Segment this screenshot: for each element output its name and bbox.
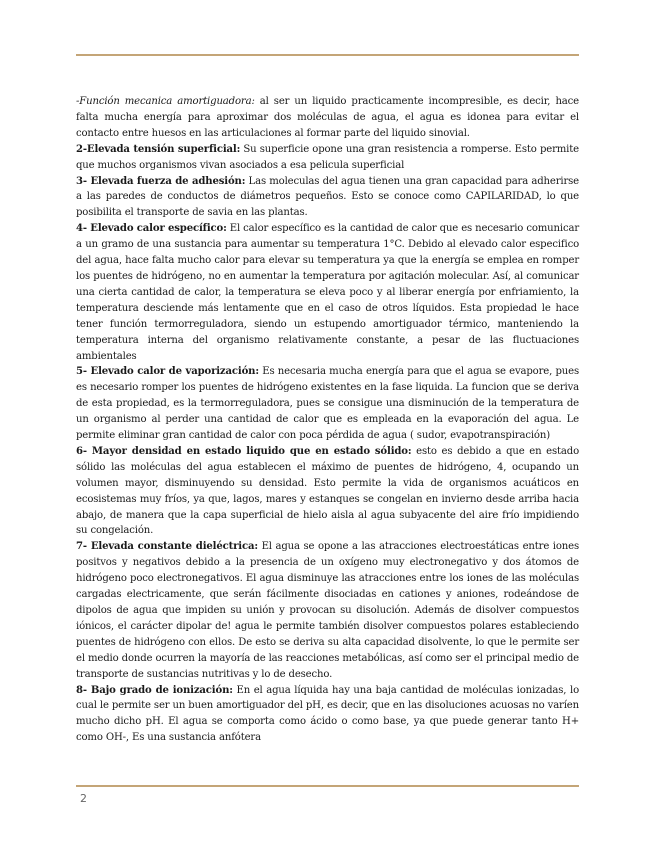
paragraph-text: Es necesaria mucha energía para que el agua se evapore, pues es necesario romper los puentes de hidrógeno existentes en la fase liquida. La funcion que se deriva de esta propiedad, es la termorreguladora, pues se consigue una disminución de la temperatura de un organismo al perder una cantidad de calor que es empleada en la evaporación del agua. Le permite eliminar gran cantidad de calor con poca pérdida de agua ( sudor, evapotranspiración) [76,366,579,442]
paragraph-text: Las moleculas del agua tienen una gran capacidad para adherirse a las paredes de conductos de diámetros pequeños. Esto se conoce como CAPILARIDAD, lo que posibilita el transporte de savia en las plantas. [76,175,579,219]
paragraph-mechanical-function [76,94,579,142]
paragraph-lead: 3- Elevada fuerza de adhesión: [76,175,246,187]
paragraph-text: Su superficie opone una gran resistencia a romperse. Esto permite que muchos organismos vivan asociados a esa pelicula superficial [76,143,579,171]
paragraph-text: al ser un liquido practicamente incompresible, es decir, hace falta mucha energía para aproximar dos moléculas de agua, el agua es idonea para evitar el contacto entre huesos en las articulaciones al formar parte del liquido sinovial. [76,96,579,139]
paragraph-text: El calor específico es la cantidad de calor que es necesario comunicar a un gramo de una sustancia para aumentar su temperatura 1°C. Debido al elevado calor especifico del agua, hace falta mucho calor para elevar su temperatura ya que la energía se emplea en romper los puentes de hidrógeno, no en aumentar la temperatura por agitación molecular. Así, al comunicar una cierta cantidad de calor, la temperatura se eleva poco y al liberar energía por enfriamiento, la temperatura desciende más lentamente que en el caso de otros líquidos. Esta propiedad le hace tener función termorreguladora, siendo un estupendo amortiguador térmico, manteniendo la temperatura interna del organismo relativamente constante, a pesar de las fluctuaciones ambientales [76,223,579,362]
page-number: 2 [80,792,87,805]
paragraph-text: esto es debido a que en estado sólido las moléculas del agua establecen el máximo de puentes de hidrógeno, 4, ocupando un volumen mayor, disminuyendo su densidad. Esto permite la vida de organismos acuáticos en ecosistemas muy fríos, ya que, lagos, mares y estanques se congelan en invierno desde arriba hacia abajo, de manera que la capa superficial de hielo aisla al agua subyacente del aire frío impidiendo su congelación. [76,445,580,537]
paragraph-adhesion [76,174,579,222]
paragraph-dielectric-constant [76,539,579,682]
paragraph-ionization [76,683,579,747]
paragraph-lead: 5- Elevado calor de vaporización: [76,366,259,378]
paragraph-text: El agua se opone a las atracciones electroestáticas entre iones positvos y negativos debido a la presencia de un oxígeno muy electronegativo y dos átomos de hidrógeno poco electronegativos. El agua disminuye las atracciones entre los iones de las moléculas cargadas electricamente, que serán fácilmente disociadas en cationes y aniones, rodeándose de dipolos de agua que impiden su unión y provocan su disolución. Además de disolver compuestos iónicos, el carácter dipolar de! agua le permite también disolver compuestos polares estableciendo puentes de hidrógeno con ellos. De esto se deriva su alta capacidad disolvente, lo que le permite ser el medio donde ocurren la mayoría de las reacciones metabólicas, así como ser el principal medio de transporte de sustancias nutritivas y lo de desecho. [76,541,579,680]
paragraph-lead: 2-Elevada tensión superficial: [76,143,241,155]
paragraph-surface-tension [76,142,579,174]
paragraph-lead: 7- Elevada constante dieléctrica: [76,541,258,553]
paragraph-lead: 8- Bajo grado de ionización: [76,684,233,696]
paragraph-text: En el agua líquida hay una baja cantidad de moléculas ionizadas, lo cual le permite ser un buen amortiguador del pH, es decir, que en las disoluciones acuosas no varíen mucho dicho pH. El agua se comporta como ácido o como base, ya que puede generar tanto H+ como OH-, Es una sustancia anfótera [76,684,579,744]
paragraph-lead: -Función mecanica amortiguadora: [76,96,255,107]
paragraph-specific-heat [76,221,579,364]
header-rule [76,54,579,56]
footer-rule [76,785,579,787]
paragraph-lead: 4- Elevado calor específico: [76,223,227,235]
paragraph-vaporization-heat [76,364,579,444]
paragraph-lead: 6- Mayor densidad en estado liquido que en estado sólido: [76,445,412,457]
paragraph-density [76,444,579,539]
document-body [76,94,579,746]
